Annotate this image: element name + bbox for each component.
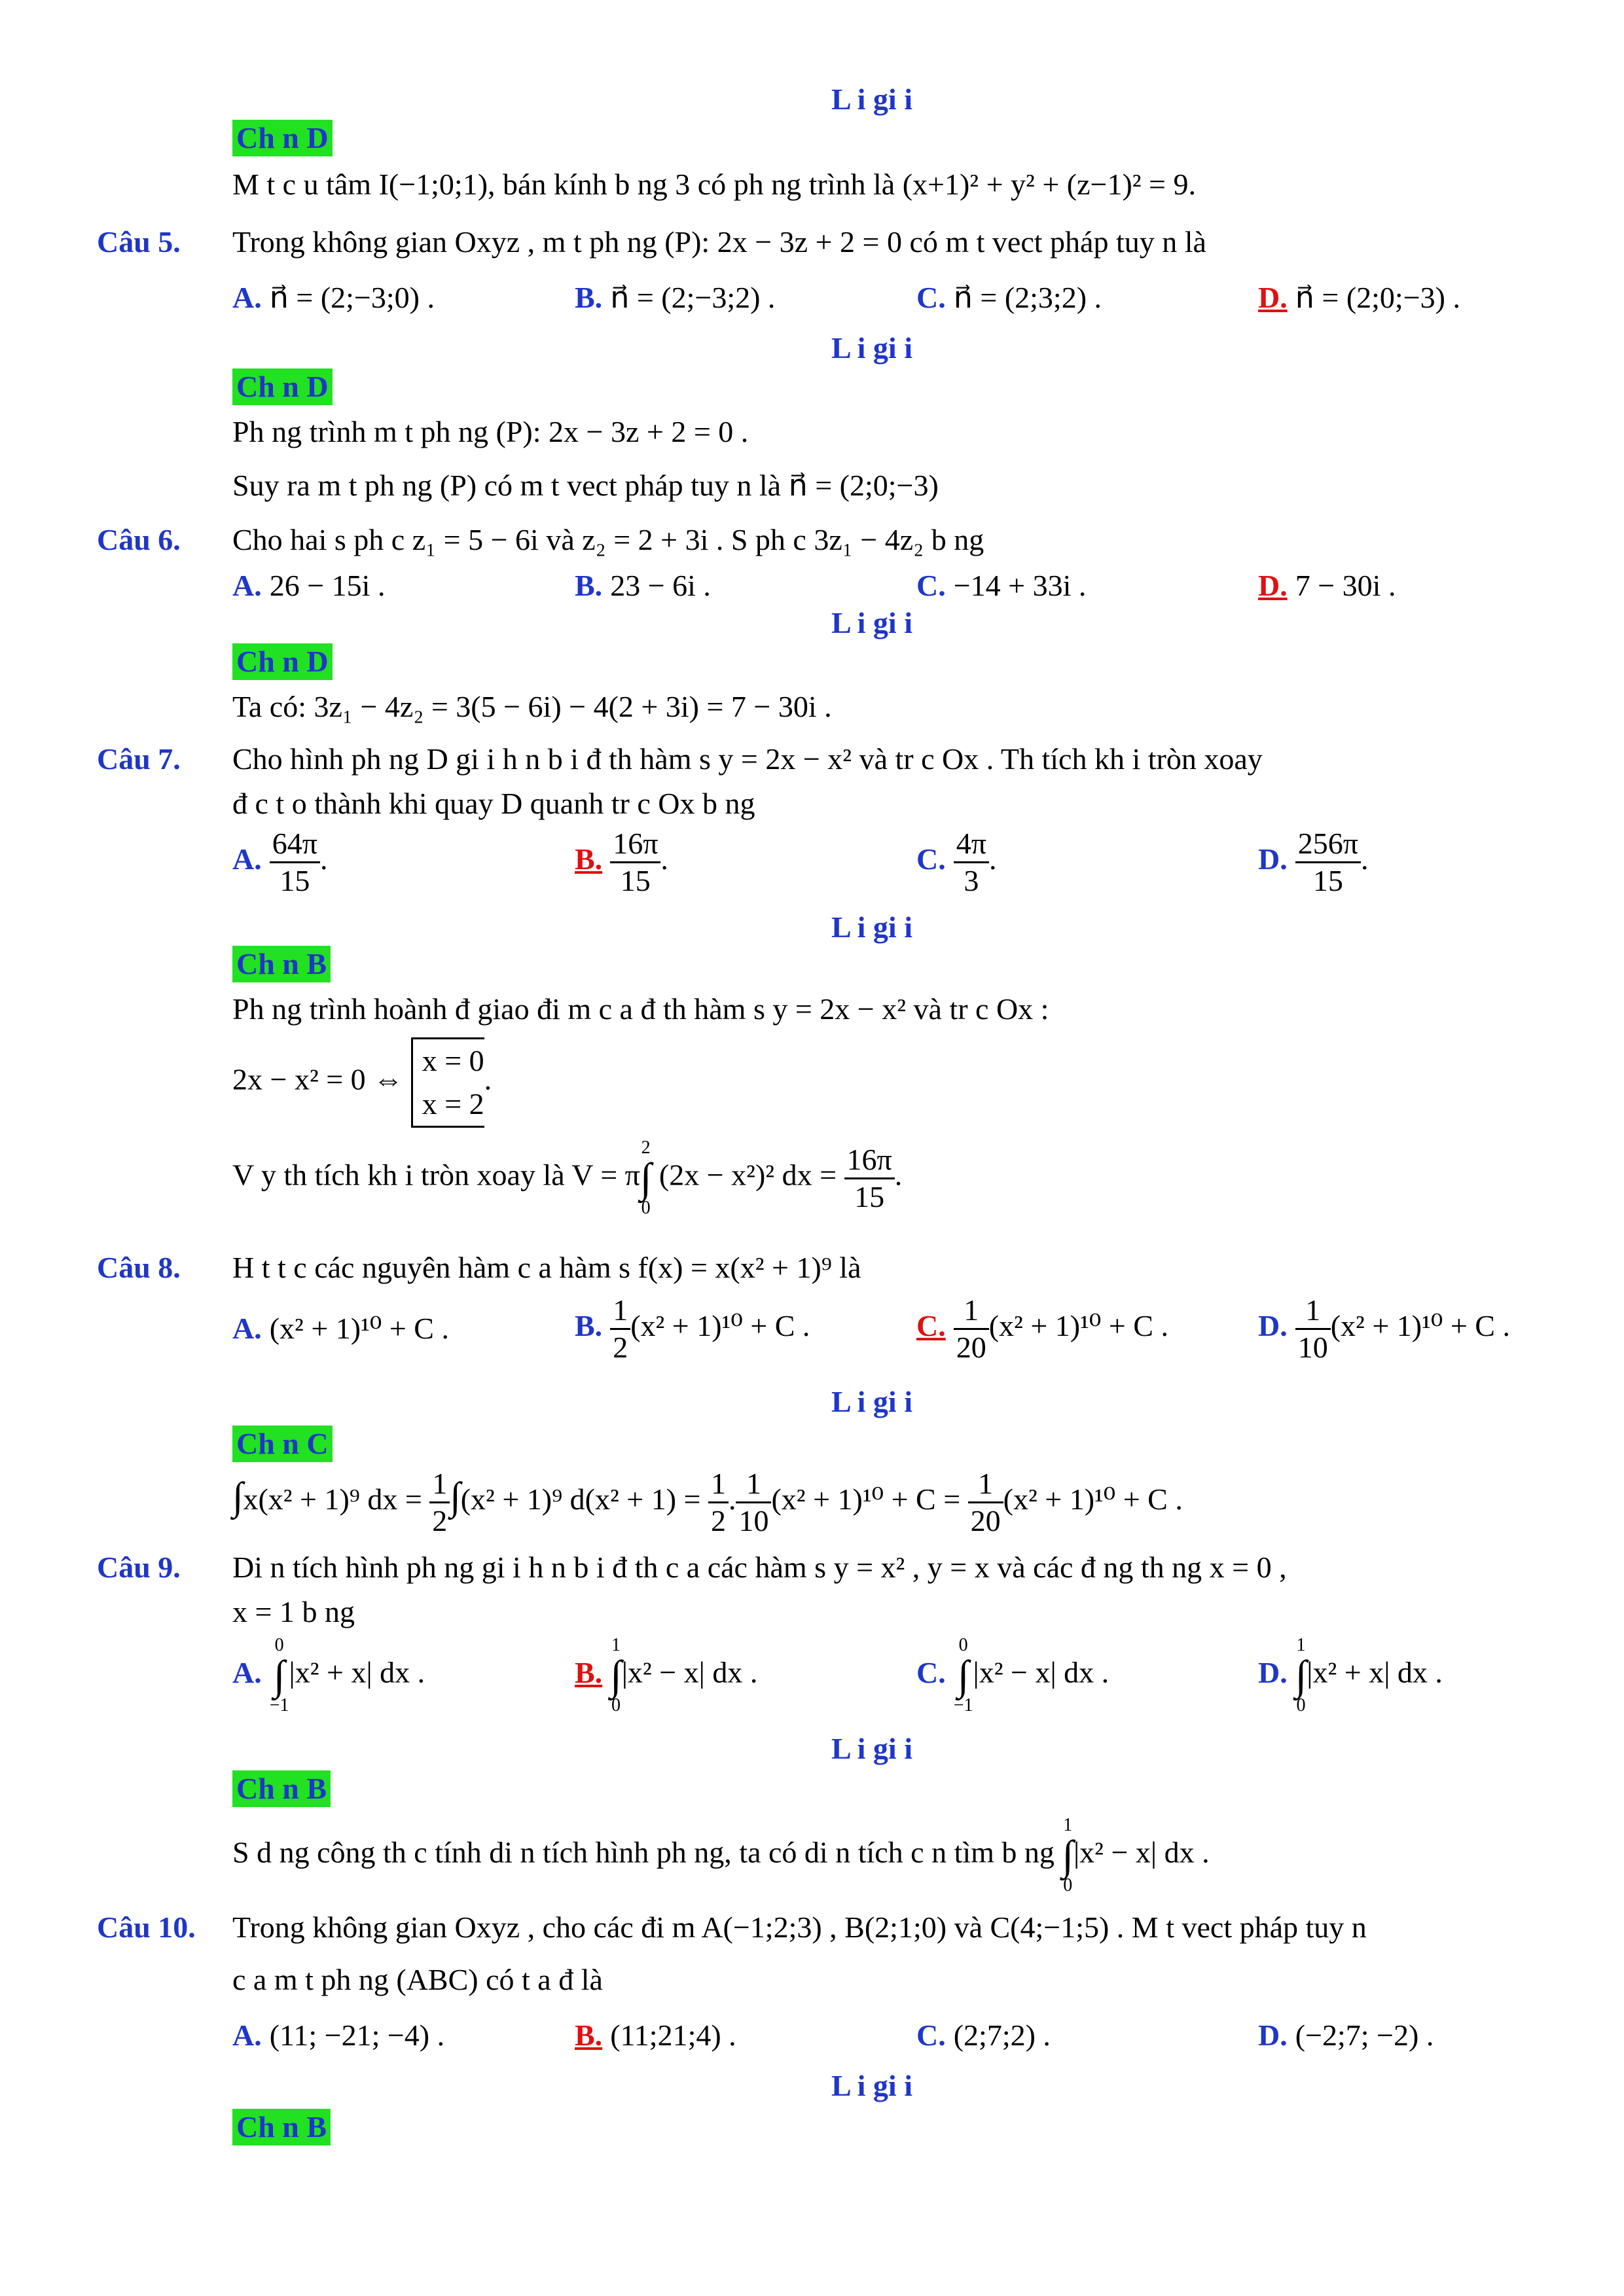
chosen-answer: Ch n B [232,946,331,982]
coef-fraction [954,1293,989,1365]
option-d[interactable] [1258,566,1396,605]
option-d[interactable] [1258,278,1460,317]
option-d[interactable] [1258,2016,1434,2055]
question-stem: Cho hình ph ng D gi i h n b i đ th hàm s y = 2x − x² và tr c Ox . Th tích kh i tròn xoay [232,742,1263,776]
integral-sign: 0 ∫ −1 [269,1635,289,1715]
option-text: −14 + 33i . [953,569,1087,602]
option-letter: B. [575,842,603,876]
option-letter: C. [916,2018,946,2052]
option-a[interactable] [232,1636,425,1715]
step-4: (x² + 1)¹⁰ + C . [1003,1482,1183,1516]
chosen-answer: Ch n B [232,1770,331,1807]
option-fraction [610,826,660,899]
upper-limit: 1 [611,1635,621,1655]
option-text: |x² − x| dx . [621,1655,758,1689]
step-2: (x² + 1)⁹ d(x² + 1) = [460,1482,701,1516]
numerator: 1 [954,1293,989,1330]
denominator: 2 [613,1331,628,1364]
integral-body: (2x − x²)² dx = [659,1158,837,1192]
option-a[interactable] [232,278,435,317]
option-letter: B. [575,281,603,314]
option-letter: A. [232,842,262,876]
solution-text: M t c u tâm I(−1;0;1), bán kính b ng 3 có ph ng trình là (x+1)² + y² + (z−1)² = 9. [232,168,1196,201]
integral-left: V y th tích kh i tròn xoay là V = π [232,1158,640,1192]
upper-limit: 2 [641,1138,651,1158]
step-1: x(x² + 1)⁹ dx = [243,1482,422,1516]
question-stem: x = 1 b ng [232,1595,355,1628]
step-3: (x² + 1)¹⁰ + C = [771,1482,961,1516]
option-letter: B. [575,569,603,602]
option-letter: C. [916,1655,946,1689]
option-fraction [954,826,989,899]
solution-text: Suy ra m t ph ng (P) có m t vect pháp tuy n là n⃗ = (2;0;−3) [232,469,939,502]
lower-limit: 0 [1063,1875,1073,1895]
option-c[interactable] [916,278,1102,317]
option-text: (x² + 1)¹⁰ + C . [988,1309,1168,1343]
solution-equation: ∫x(x² + 1)⁹ dx = $\frac{1}{2}$ ∫(x² + 1)⁹ d(x² + 1) = $\frac{1}{2}$ . $\frac{1}{10}$ (x² + 1)¹⁰ + C = $\frac{1}{20}$ (x² + 1)¹⁰ + C . [232,1467,1183,1537]
numerator: 64π [270,826,320,863]
option-d[interactable] [1258,1293,1510,1365]
option-a[interactable] [232,2016,444,2055]
option-b[interactable] [575,566,711,605]
denominator: 15 [854,1179,885,1213]
option-c[interactable] [916,1293,1168,1365]
option-text: (11;21;4) . [610,2018,736,2052]
integral-sign: 1 ∫ 0 [1295,1635,1307,1715]
denominator: 10 [1297,1331,1328,1364]
option-text: 26 − 15i . [269,569,386,602]
solution-system [411,1037,484,1128]
question-label: Câu 8. [97,1251,181,1284]
numerator: 1 [610,1293,630,1330]
option-letter: D. [1258,842,1288,876]
root-1: x = 0 [422,1044,484,1077]
option-text: (−2;7; −2) . [1295,2018,1434,2052]
coef-fraction [610,1293,630,1365]
option-letter: A. [232,2018,262,2052]
solution-text [232,1816,1210,1895]
option-c[interactable] [916,2016,1051,2055]
result-fraction [844,1142,895,1215]
denominator: 15 [620,864,651,897]
solution-heading: L i gi i [831,910,912,944]
option-letter: B. [575,1655,603,1689]
numerator: 16π [844,1142,895,1179]
question-label: Câu 9. [97,1551,181,1584]
option-b[interactable]: B. $\frac{16\pi}{15}$ . [575,827,668,897]
option-text: (x² + 1)¹⁰ + C . [630,1309,810,1343]
lower-limit: 0 [611,1695,621,1715]
option-a[interactable] [232,566,385,605]
option-c[interactable]: C. $\frac{4\pi}{3}$ . [916,827,997,897]
option-letter: A. [232,281,262,314]
option-d[interactable]: D. $\frac{256\pi}{15}$ . [1258,827,1369,897]
option-letter: A. [232,1655,262,1689]
solution-heading: L i gi i [831,331,912,365]
option-text: 23 − 6i . [610,569,711,602]
option-text: n⃗ = (2;−3;0) . [269,281,435,314]
option-letter: C. [916,569,946,602]
upper-limit: 0 [958,1635,968,1655]
option-text: (x² + 1)¹⁰ + C . [269,1312,449,1345]
option-letter: D. [1258,1309,1288,1343]
integral-sign: 0 ∫ −1 [953,1635,973,1715]
option-letter: D. [1258,281,1288,314]
numerator: 16π [610,826,660,863]
option-c[interactable] [916,1636,1109,1715]
solution-heading: L i gi i [831,2069,912,2102]
option-letter: B. [575,1309,603,1343]
option-text: |x² − x| dx . [973,1655,1110,1689]
chosen-answer: Ch n D [232,643,333,680]
question-label: Câu 5. [97,225,181,259]
option-letter: C. [916,281,946,314]
lower-limit: 0 [641,1198,651,1218]
option-text: (x² + 1)¹⁰ + C . [1330,1309,1510,1343]
numerator: 1 [1295,1293,1331,1330]
option-text: |x² + x| dx . [1307,1655,1443,1689]
chosen-answer: Ch n B [232,2109,331,2145]
equation-left: 2x − x² = 0 ⇔ [232,1062,404,1096]
upper-limit: 0 [274,1635,284,1655]
option-b[interactable] [575,2016,736,2055]
option-text: |x² + x| dx . [289,1655,425,1689]
option-letter: D. [1258,2018,1288,2052]
integral-sign: 2 ∫ 0 [640,1138,652,1218]
option-a[interactable] [232,1309,449,1348]
solution-heading: L i gi i [831,1732,912,1765]
question-label: Câu 7. [97,742,181,776]
option-letter: D. [1258,569,1288,602]
option-text: n⃗ = (2;3;2) . [953,281,1102,314]
option-a[interactable]: A. $\frac{64\pi}{15}$ . [232,827,328,897]
option-b[interactable] [575,1293,810,1365]
solution-text: Ph ng trình m t ph ng (P): 2x − 3z + 2 = 0 . [232,415,749,448]
solution-heading: L i gi i [831,82,912,116]
solution-text: Ph ng trình hoành đ giao đi m c a đ th hàm s y = 2x − x² và tr c Ox : [232,992,1049,1026]
option-text: (11; −21; −4) . [269,2018,445,2052]
option-letter: B. [575,2018,603,2052]
numerator: 4π [954,826,989,863]
option-text: n⃗ = (2;−3;2) . [610,281,776,314]
lower-limit: −1 [953,1695,973,1715]
question-stem: H t t c các nguyên hàm c a hàm s f(x) = x(x² + 1)⁹ là [232,1251,861,1284]
question-stem: Trong không gian Oxyz , m t ph ng (P): 2x − 3z + 2 = 0 có m t vect pháp tuy n là [232,225,1206,259]
question-stem: Trong không gian Oxyz , cho các đi m A(−1;2;3) , B(2;1;0) và C(4;−1;5) . M t vect pháp tuy n [232,1910,1367,1944]
option-letter: C. [916,1309,946,1343]
lower-limit: 0 [1296,1695,1306,1715]
question-stem: Di n tích hình ph ng gi i h n b i đ th c a các hàm s y = x² , y = x và các đ ng th ng x = 0 , [232,1551,1287,1584]
coef-fraction [1295,1293,1331,1365]
solution-heading: L i gi i [831,1385,912,1418]
denominator: 15 [1312,864,1343,897]
integral-sign: 1 ∫ 0 [1062,1815,1074,1895]
chosen-answer: Ch n D [232,368,333,405]
solution-sentence: S d ng công th c tính di n tích hình ph ng, ta có di n tích c n tìm b ng [232,1835,1055,1869]
numerator: 256π [1295,826,1361,863]
option-letter: C. [916,842,946,876]
option-c[interactable] [916,566,1086,605]
question-label: Câu 10. [97,1910,196,1944]
question-stem: đ c t o thành khi quay D quanh tr c Ox b ng [232,787,755,820]
question-label: Câu 6. [97,523,181,556]
option-fraction [270,826,320,899]
option-letter: A. [232,1312,262,1345]
option-letter: D. [1258,1655,1288,1689]
chosen-answer: Ch n C [232,1426,333,1462]
denominator: 3 [964,864,979,897]
upper-limit: 1 [1063,1815,1073,1835]
option-text: n⃗ = (2;0;−3) . [1295,281,1460,314]
chosen-answer: Ch n D [232,120,333,156]
option-b[interactable] [575,278,775,317]
option-fraction [1295,826,1361,899]
upper-limit: 1 [1296,1635,1306,1655]
solution-integral: V y th tích kh i tròn xoay là V = π 2 ∫ 0 (2x − x²)² dx = $\frac{16\pi}{15}$ . [232,1138,903,1218]
option-b[interactable] [575,1636,757,1715]
question-stem: Cho hai s ph c z₁ = 5 − 6i và z₂ = 2 + 3i . S ph c 3z₁ − 4z₂ b ng [232,523,984,556]
solution-heading: L i gi i [831,606,912,639]
root-2: x = 2 [422,1087,484,1121]
option-letter: A. [232,569,262,602]
question-stem: c a m t ph ng (ABC) có t a đ là [232,1963,603,1996]
integral-sign: 1 ∫ 0 [610,1635,622,1715]
denominator: 20 [956,1331,986,1364]
solution-text: Ta có: 3z₁ − 4z₂ = 3(5 − 6i) − 4(2 + 3i) = 7 − 30i . [232,690,832,723]
option-d[interactable] [1258,1636,1443,1715]
option-text: 7 − 30i . [1295,569,1396,602]
lower-limit: −1 [269,1695,289,1715]
solution-equation: 2x − x² = 0 ⇔ x = 0 x = 2 . [232,1037,492,1128]
integral-body: |x² − x| dx . [1073,1835,1210,1869]
option-text: (2;7;2) . [953,2018,1051,2052]
denominator: 15 [280,864,310,897]
